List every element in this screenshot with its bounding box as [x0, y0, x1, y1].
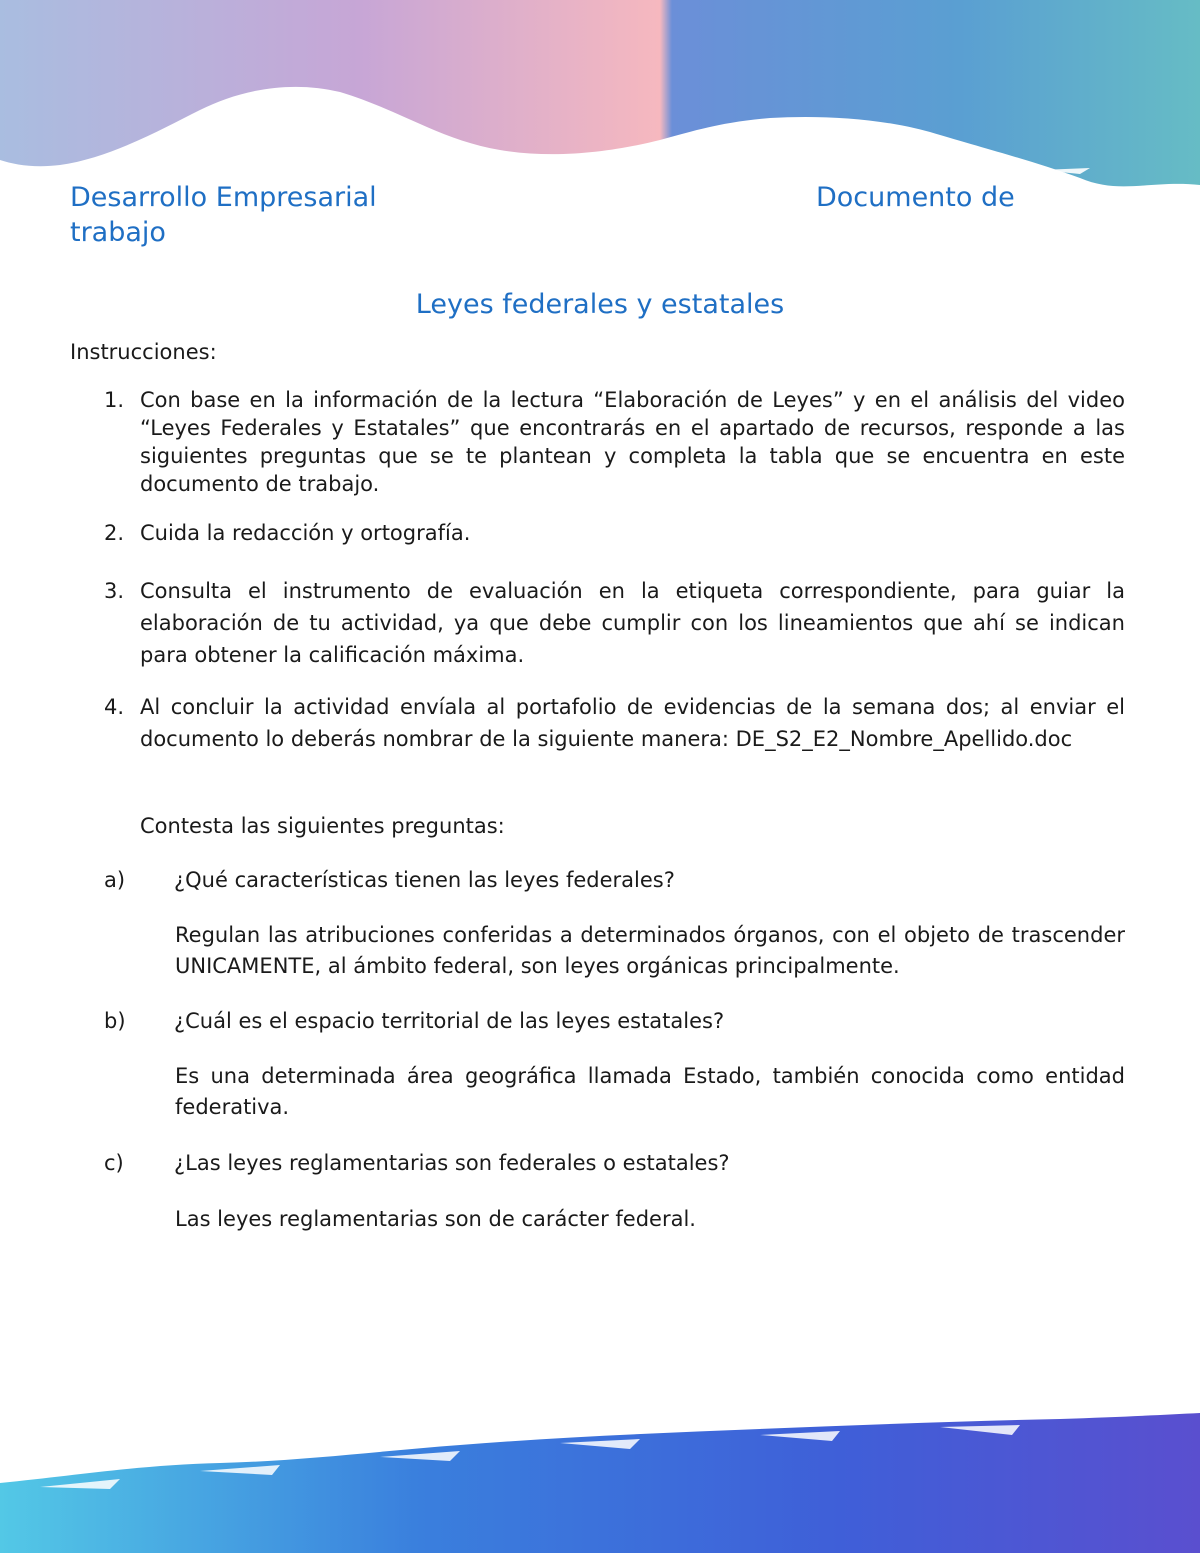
- question-text: ¿Las leyes reglamentarias son federales o estatales?: [174, 1151, 730, 1175]
- question-text: ¿Cuál es el espacio territorial de las leyes estatales?: [174, 1009, 725, 1033]
- document-title: Leyes federales y estatales: [415, 289, 785, 320]
- document-type: Documento de: [816, 182, 1015, 213]
- course-name: Desarrollo Empresarial: [70, 182, 377, 213]
- instruction-number: 1.: [104, 388, 125, 412]
- question-item: [104, 1006, 1125, 1036]
- instruction-item: [104, 519, 1125, 547]
- answer-text: Regulan las atribuciones conferidas a determinados órganos, con el objeto de trascender UNICAMENTE, al ámbito federal, son leyes orgánicas principalmente.: [175, 923, 1125, 978]
- instruction-item: [104, 386, 1125, 498]
- instruction-number: 4.: [104, 695, 125, 719]
- instruction-number: 3.: [104, 579, 125, 603]
- answer-text: Las leyes reglamentarias son de carácter federal.: [175, 1207, 696, 1231]
- question-letter: a): [104, 868, 126, 892]
- instruction-number: 2.: [104, 521, 125, 545]
- question-item: [104, 1148, 1125, 1178]
- instruction-text: Consulta el instrumento de evaluación en la etiqueta correspondiente, para guiar la elaboración de tu actividad, ya que debe cumplir con los lineamientos que ahí se indican para obtener la calificación máxima.: [140, 579, 1125, 667]
- document-type-continuation: trabajo: [70, 217, 166, 248]
- instructions-label: Instrucciones:: [70, 340, 217, 364]
- instruction-item: [104, 575, 1125, 671]
- answer-text: Es una determinada área geográfica llamada Estado, también conocida como entidad federativa.: [175, 1064, 1125, 1119]
- question-text: ¿Qué características tienen las leyes federales?: [174, 868, 675, 892]
- instruction-text: Con base en la información de la lectura “Elaboración de Leyes” y en el análisis del video “Leyes Federales y Estatales” que encontrarás en el apartado de recursos, responde a las siguientes preguntas que se te plantean y completa la tabla que se encuentra en este documento de trabajo.: [140, 388, 1125, 496]
- question-letter: c): [104, 1151, 124, 1175]
- instruction-text: Cuida la redacción y ortografía.: [140, 521, 471, 545]
- question-letter: b): [104, 1009, 126, 1033]
- instruction-text: Al concluir la actividad envíala al portafolio de evidencias de la semana dos; al enviar el documento lo deberás nombrar de la siguiente manera: DE_S2_E2_Nombre_Apellido.doc: [140, 695, 1125, 751]
- questions-lead: Contesta las siguientes preguntas:: [140, 814, 505, 838]
- question-item: [104, 865, 1125, 895]
- instruction-item: [104, 691, 1125, 755]
